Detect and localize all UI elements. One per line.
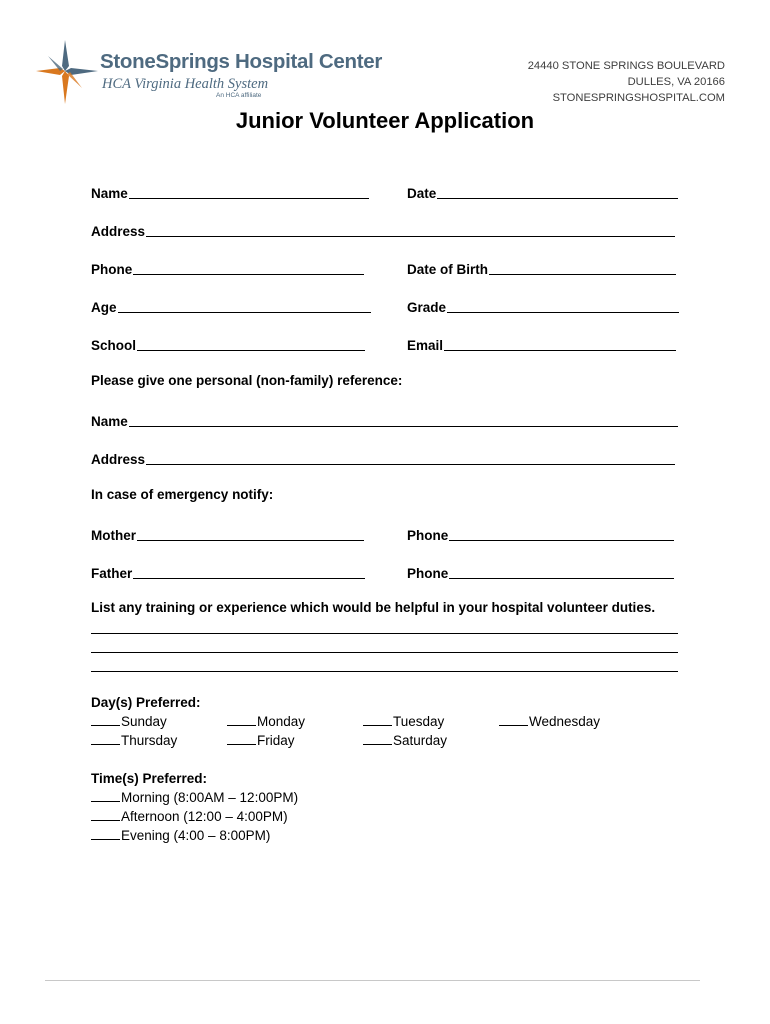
mother-field[interactable] bbox=[91, 524, 364, 544]
day-label: Saturday bbox=[393, 733, 448, 748]
emergency-heading: In case of emergency notify: bbox=[91, 487, 274, 502]
hospital-address bbox=[528, 58, 725, 106]
reference-address-line[interactable] bbox=[146, 464, 675, 465]
reference-name-label: Name bbox=[91, 414, 128, 429]
day-option-thursday[interactable] bbox=[91, 733, 177, 748]
checkbox-blank[interactable] bbox=[363, 733, 392, 745]
time-label: Evening (4:00 – 8:00PM) bbox=[121, 828, 271, 843]
email-label: Email bbox=[407, 338, 444, 353]
age-line[interactable] bbox=[118, 312, 371, 313]
address-street: 24440 STONE SPRINGS BOULEVARD bbox=[527, 60, 725, 72]
grade-line[interactable] bbox=[447, 312, 679, 313]
reference-name-line[interactable] bbox=[129, 426, 678, 427]
logo-title: StoneSprings Hospital Center bbox=[100, 50, 383, 73]
school-field[interactable] bbox=[91, 334, 365, 354]
day-label: Wednesday bbox=[529, 714, 601, 729]
email-field[interactable] bbox=[407, 334, 676, 354]
day-label: Friday bbox=[257, 733, 295, 748]
times-heading: Time(s) Preferred: bbox=[91, 771, 208, 786]
father-field[interactable] bbox=[91, 562, 365, 582]
school-label: School bbox=[91, 338, 137, 353]
age-label: Age bbox=[91, 300, 117, 315]
phone-field[interactable] bbox=[91, 258, 364, 278]
dob-field[interactable] bbox=[407, 258, 676, 278]
page-title: Junior Volunteer Application bbox=[235, 108, 535, 133]
time-label: Afternoon (12:00 – 4:00PM) bbox=[121, 809, 288, 824]
address-label: Address bbox=[91, 224, 146, 239]
hospital-logo bbox=[36, 40, 383, 104]
reference-heading: Please give one personal (non-family) reference: bbox=[91, 373, 403, 388]
experience-line-3[interactable] bbox=[91, 671, 678, 672]
reference-address-label: Address bbox=[91, 452, 146, 467]
checkbox-blank[interactable] bbox=[91, 809, 120, 821]
father-phone-label: Phone bbox=[407, 566, 449, 581]
mother-label: Mother bbox=[91, 528, 136, 543]
father-line[interactable] bbox=[133, 578, 365, 579]
grade-field[interactable] bbox=[407, 296, 679, 316]
day-option-friday[interactable] bbox=[227, 733, 295, 748]
experience-line-1[interactable] bbox=[91, 633, 678, 634]
date-field[interactable] bbox=[407, 182, 678, 202]
school-line[interactable] bbox=[137, 350, 365, 351]
day-option-tuesday[interactable] bbox=[363, 714, 444, 729]
day-option-monday[interactable] bbox=[227, 714, 305, 729]
checkbox-blank[interactable] bbox=[363, 714, 392, 726]
dob-label: Date of Birth bbox=[407, 262, 488, 277]
father-phone-field[interactable] bbox=[407, 562, 674, 582]
date-line[interactable] bbox=[437, 198, 678, 199]
compass-star-icon bbox=[36, 40, 100, 104]
time-option-afternoon[interactable] bbox=[91, 809, 288, 824]
date-label: Date bbox=[407, 186, 437, 201]
mother-phone-line[interactable] bbox=[449, 540, 674, 541]
day-label: Monday bbox=[257, 714, 306, 729]
name-field[interactable] bbox=[91, 182, 369, 202]
reference-name-field[interactable] bbox=[91, 410, 678, 430]
time-label: Morning (8:00AM – 12:00PM) bbox=[121, 790, 299, 805]
experience-line-2[interactable] bbox=[91, 652, 678, 653]
checkbox-blank[interactable] bbox=[91, 733, 120, 745]
address-line[interactable] bbox=[146, 236, 675, 237]
mother-line[interactable] bbox=[137, 540, 364, 541]
checkbox-blank[interactable] bbox=[227, 714, 256, 726]
email-line[interactable] bbox=[444, 350, 676, 351]
day-label: Thursday bbox=[121, 733, 178, 748]
name-label: Name bbox=[91, 186, 128, 201]
logo-subtitle: HCA Virginia Health System bbox=[102, 76, 269, 92]
day-label: Sunday bbox=[121, 714, 167, 729]
address-field[interactable] bbox=[91, 220, 675, 240]
day-option-sunday[interactable] bbox=[91, 714, 167, 729]
checkbox-blank[interactable] bbox=[91, 714, 120, 726]
father-phone-line[interactable] bbox=[449, 578, 674, 579]
father-label: Father bbox=[91, 566, 133, 581]
day-option-wednesday[interactable] bbox=[499, 714, 600, 729]
reference-address-field[interactable] bbox=[91, 448, 675, 468]
age-field[interactable] bbox=[91, 296, 371, 316]
days-heading: Day(s) Preferred: bbox=[91, 695, 201, 710]
website-link[interactable]: STONESPRINGSHOSPITAL.COM bbox=[552, 92, 725, 104]
day-option-saturday[interactable] bbox=[363, 733, 447, 748]
day-label: Tuesday bbox=[393, 714, 445, 729]
time-option-evening[interactable] bbox=[91, 828, 270, 843]
logo-affiliate: An HCA affiliate bbox=[216, 92, 262, 99]
phone-label: Phone bbox=[91, 262, 133, 277]
checkbox-blank[interactable] bbox=[91, 790, 120, 802]
time-option-morning[interactable] bbox=[91, 790, 298, 805]
experience-heading: List any training or experience which would be helpful in your hospital volunteer duties. bbox=[91, 600, 656, 615]
mother-phone-field[interactable] bbox=[407, 524, 674, 544]
checkbox-blank[interactable] bbox=[227, 733, 256, 745]
address-city: DULLES, VA 20166 bbox=[627, 76, 725, 88]
grade-label: Grade bbox=[407, 300, 447, 315]
name-line[interactable] bbox=[129, 198, 369, 199]
checkbox-blank[interactable] bbox=[91, 828, 120, 840]
dob-line[interactable] bbox=[489, 274, 676, 275]
checkbox-blank[interactable] bbox=[499, 714, 528, 726]
footer-divider bbox=[45, 980, 700, 981]
phone-line[interactable] bbox=[133, 274, 364, 275]
mother-phone-label: Phone bbox=[407, 528, 449, 543]
